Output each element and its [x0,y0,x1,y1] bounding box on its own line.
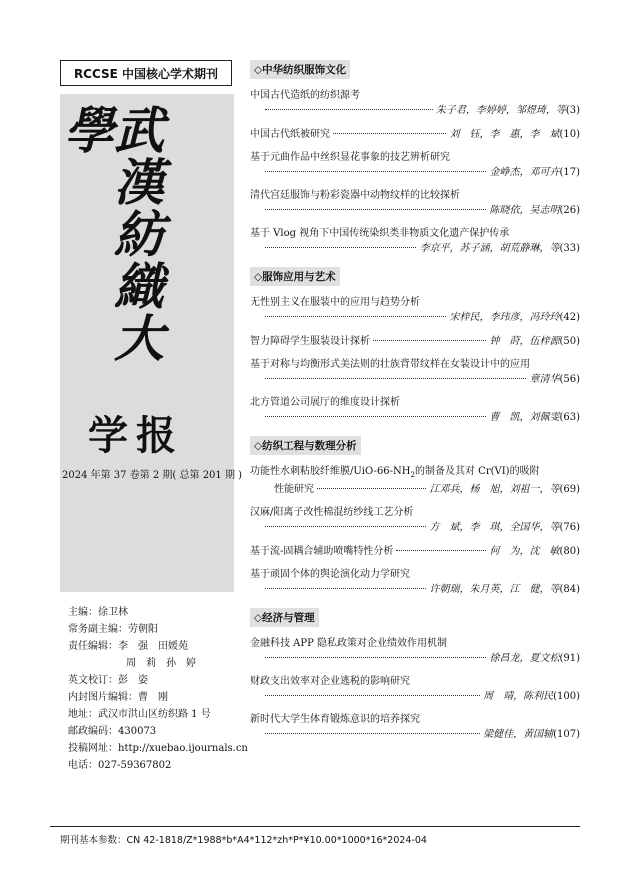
responsible-editors-cont: 周 莉 孙 婷 [126,658,196,669]
journal-name-char: 漢 [106,156,165,208]
entry-page: (69) [559,484,580,495]
journal-parameters: 期刊基本参数：CN 42-1818/Z*1988*b*A4*112*zh*P*¥10.00*1000*16*2024-04 [60,835,427,846]
entry-page: (91) [559,653,580,664]
entry-page: (3) [565,105,580,116]
section-heading: ◇中华纺织服饰文化 [250,60,350,79]
journal-name-calligraphy [56,104,165,414]
journal-name-char: 武 [106,104,165,156]
entry-authors: 徐昌龙，夏文松 [489,653,560,664]
entry-page: (76) [559,522,580,533]
issue-info: 2024 年第 37 卷第 2 期( 总第 201 期 ) [62,470,243,481]
entry-authors: 陈晓依，吴志明 [489,205,560,216]
entry-title: 基于元曲作品中丝织显花事象的技艺辨析研究 [250,152,450,163]
entry-title: 智力障碍学生服装设计探析 [250,336,370,347]
entry-authors: 江邓兵，杨 旭，刘祖一，等 [429,484,560,495]
entry-title: 基于 Vlog 视角下中国传统染织类非物质文化遗产保护传承 [250,228,510,239]
entry-page: (26) [559,205,580,216]
entry-authors: 刘 钰，李 惠，李 斌 [449,129,560,140]
toc-entry[interactable] [250,713,580,743]
toc-entry[interactable] [250,675,580,705]
leader-dots [265,109,433,110]
journal-name-char: 紡 [106,208,165,260]
entry-title-subscript: 2 [410,471,415,479]
editorial-info [68,604,248,774]
leader-dots [265,695,480,696]
postcode: 邮政编码：430073 [68,726,157,737]
entry-title: 新时代大学生体育锻炼意识的培养探究 [250,714,420,725]
toc-entry[interactable] [250,334,580,350]
deputy-editor: 常务副主编：劳朝阳 [68,624,158,635]
entry-authors: 周 靖，陈利民 [483,691,554,702]
responsible-editors: 责任编辑：李 强 田媛苑 [68,641,188,652]
entry-title-part: 功能性水刺粘胶纤维膜/UiO-66-NH [250,466,411,477]
left-column [60,60,234,86]
leader-dots [333,133,446,134]
entry-authors: 何 为，沈 敏 [489,546,560,557]
entry-page: (56) [559,374,580,385]
submission-url: 投稿网址：http://xuebao.ijournals.cn [68,743,248,754]
footer-divider [50,826,580,827]
toc-entry[interactable] [250,506,580,536]
entry-authors: 曹 凯，刘佩雯 [489,412,560,423]
leader-dots [265,378,526,379]
entry-title-part: 的制备及其对 Cr(VI)的吸附 [414,466,540,477]
entry-title-cont: 性能研究 [274,484,314,495]
leader-dots [265,588,426,589]
toc-entry[interactable] [250,296,580,326]
entry-title: 中国古代造纸的纺织源考 [250,90,360,101]
entry-authors: 宋梓民，李玮彦，冯玲玲 [449,312,560,323]
section-heading: ◇纺织工程与数理分析 [250,436,361,455]
leader-dots [396,550,486,551]
entry-authors: 李京平，苏子涵，胡荒静琳，等 [419,243,560,254]
journal-name-char: 織 [106,260,165,312]
journal-name-char: 大 [106,312,165,364]
entry-title: 基于对称与均衡形式美法则的壮族背带纹样在女装设计中的应用 [250,359,530,370]
leader-dots [265,316,446,317]
leader-dots [265,171,486,172]
table-of-contents [250,58,580,751]
entry-authors: 梁健佳，黄国辅 [483,729,554,740]
entry-page: (10) [559,129,580,140]
entry-title [250,465,580,482]
entry-title: 中国古代纸被研究 [250,129,330,140]
entry-title: 北方管道公司展厅的维度设计探析 [250,397,400,408]
phone: 电话：027-59367802 [68,760,172,771]
english-proofreader: 英文校订：彭 姿 [68,675,148,686]
leader-dots [265,526,426,527]
entry-title: 基于顽固个体的舆论演化动力学研究 [250,569,410,580]
entry-title: 清代宫廷服饰与粉彩瓷器中动物纹样的比较探析 [250,190,460,201]
entry-page: (17) [559,167,580,178]
rccse-badge: RCCSE 中国核心学术期刊 [60,60,232,86]
entry-page: (50) [559,336,580,347]
address: 地址：武汉市洪山区纺织路 1 号 [68,709,211,720]
leader-dots [317,488,426,489]
entry-page: (63) [559,412,580,423]
entry-page: (80) [559,546,580,557]
journal-subtitle: 学报 [88,412,184,459]
leader-dots [265,733,480,734]
leader-dots [265,416,486,417]
entry-title: 汉麻/阳离子改性棉混纺纱线工艺分析 [250,507,414,518]
entry-title: 财政支出效率对企业逃税的影响研究 [250,676,410,687]
section-heading: ◇服饰应用与艺术 [250,267,340,286]
toc-entry[interactable] [250,127,580,143]
entry-page: (42) [559,312,580,323]
chief-editor: 主编：徐卫林 [68,607,128,618]
leader-dots [373,340,486,341]
entry-title: 金融科技 APP 隐私政策对企业绩效作用机制 [250,638,448,649]
entry-page: (84) [559,584,580,595]
toc-entry[interactable] [250,465,580,498]
leader-dots [265,209,486,210]
entry-title: 基于流-固耦合辅助喷嘴特性分析 [250,546,394,557]
entry-authors: 朱子君，李婷婷，邹煜琦，等 [435,105,566,116]
section-heading: ◇经济与管理 [250,608,319,627]
entry-page: (33) [559,243,580,254]
toc-entry[interactable] [250,189,580,219]
toc-entry[interactable] [250,227,580,257]
entry-authors: 方 斌，李 琪，全国华，等 [429,522,560,533]
entry-authors: 钟 莳，伍梓源 [489,336,560,347]
entry-authors: 许朝瑞，朱月英，江 健，等 [429,584,560,595]
toc-entry[interactable] [250,637,580,667]
toc-entry[interactable] [250,89,580,119]
entry-page: (107) [553,729,580,740]
entry-authors: 章清华 [529,374,560,385]
image-editor: 内封图片编辑：曹 刚 [68,692,168,703]
toc-entry[interactable] [250,358,580,388]
entry-title: 无性别主义在服装中的应用与趋势分析 [250,297,420,308]
leader-dots [265,657,486,658]
leader-dots [265,247,416,248]
entry-authors: 金峥杰，邓可卉 [489,167,560,178]
toc-entry[interactable] [250,151,580,181]
toc-entry[interactable] [250,396,580,426]
journal-name-char: 學 [56,104,115,156]
entry-page: (100) [553,691,580,702]
toc-entry[interactable] [250,544,580,560]
toc-entry[interactable] [250,568,580,598]
